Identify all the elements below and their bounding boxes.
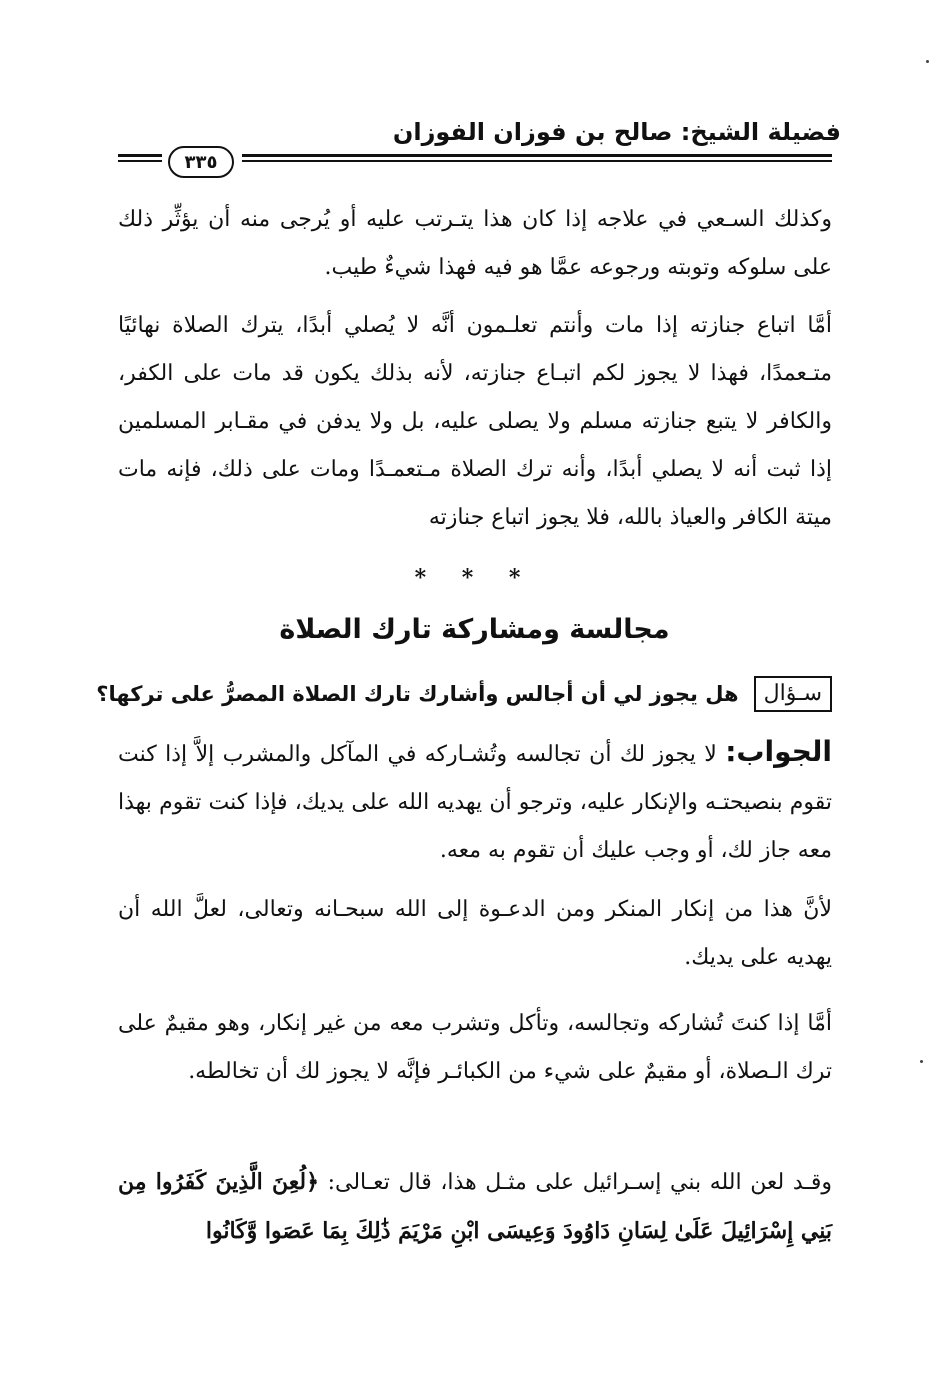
paragraph-5: أمَّا إذا كنتَ تُشاركه وتجالسه، وتأكل وتشرب معه من غير إنكار، وهو مقيمٌ على ترك الـصلاة، أو مقيمٌ على شيء من الكبائـر فإنَّه لا يجوز لك أن تخالطه. — [118, 1011, 832, 1084]
paragraph-4: لأنَّ هذا من إنكار المنكر ومن الدعـوة إلى الله سبحـانه وتعالى، لعلَّ الله أن يهديه على يديك. — [118, 897, 832, 970]
scan-speck — [926, 60, 929, 63]
answer-text: لا يجوز لك أن تجالسه وتُشـاركه في المآكل والمشرب إلاَّ إذا كنت تقوم بنصيحتـه والإنكار عليه، وترجو أن يهديه الله على يديك، فإذا كنت تقوم بهذا معه جاز لك، أو وجب عليك أن تقوم به معه. — [118, 742, 832, 863]
closing-paragraph — [118, 1158, 832, 1256]
running-header-title: فضيلة الشيخ: صالح بن فوزان الفوزان — [392, 118, 841, 146]
header-rule-line-left-top — [118, 154, 162, 157]
header-rule-line-top — [242, 154, 832, 157]
answer-label: الجواب: — [725, 735, 832, 768]
page-number-badge: ٣٣٥ — [168, 146, 234, 178]
section-title: مجالسة ومشاركة تارك الصلاة — [279, 614, 670, 645]
header-rule-line-bottom — [242, 160, 832, 162]
paragraph-2: أمَّا اتباع جنازته إذا مات وأنتم تعلـمون أنَّه لا يُصلي أبدًا، يترك الصلاة نهائيًا متـعمدًا، فهذا لا يجوز لكم اتبـاع جنازته، لأنه بذلك يكون قد مات على الكفر، والكافر لا يتبع جنازته مسلم ولا يصلى عليه، بل ولا يدفن في مقـابر المسلمين إذا ثبت أنه لا يصلي أبدًا، وأنه ترك الصلاة مـتعمـدًا ومات على ذلك، فإنه مات ميتة الكافر والعياذ بالله، فلا يجوز اتباع جنازته — [118, 313, 832, 530]
answer-paragraph — [118, 728, 832, 875]
section-divider-stars: * * * — [414, 565, 535, 591]
question-text: هل يجوز لي أن أجالس وأشارك تارك الصلاة المصرُّ على تركها؟ — [96, 682, 739, 706]
question-block — [96, 676, 832, 712]
scan-speck — [920, 1060, 923, 1063]
question-label-box: سـؤال — [754, 676, 832, 712]
paragraph-1: وكذلك السـعي في علاجه إذا كان هذا يتـرتب عليه أو يُرجى منه أن يؤثِّر ذلك على سلوكه وتوبته ورجوعه عمَّا هو فيه فهذا شيءٌ طيب. — [118, 207, 832, 280]
header-rule-line-left-bottom — [118, 160, 162, 162]
quran-verse: ﴿لُعِنَ الَّذِينَ كَفَرُوا مِن بَنِي إِسْرَائِيلَ عَلَىٰ لِسَانِ دَاوُودَ وَعِيسَى ابْنِ مَرْيَمَ ذَٰلِكَ بِمَا عَصَوا وَّكَانُوا — [118, 1169, 832, 1244]
closing-intro-text: وقـد لعن الله بني إسـرائيل على مثـل هذا، قال تعـالى: — [318, 1170, 832, 1195]
